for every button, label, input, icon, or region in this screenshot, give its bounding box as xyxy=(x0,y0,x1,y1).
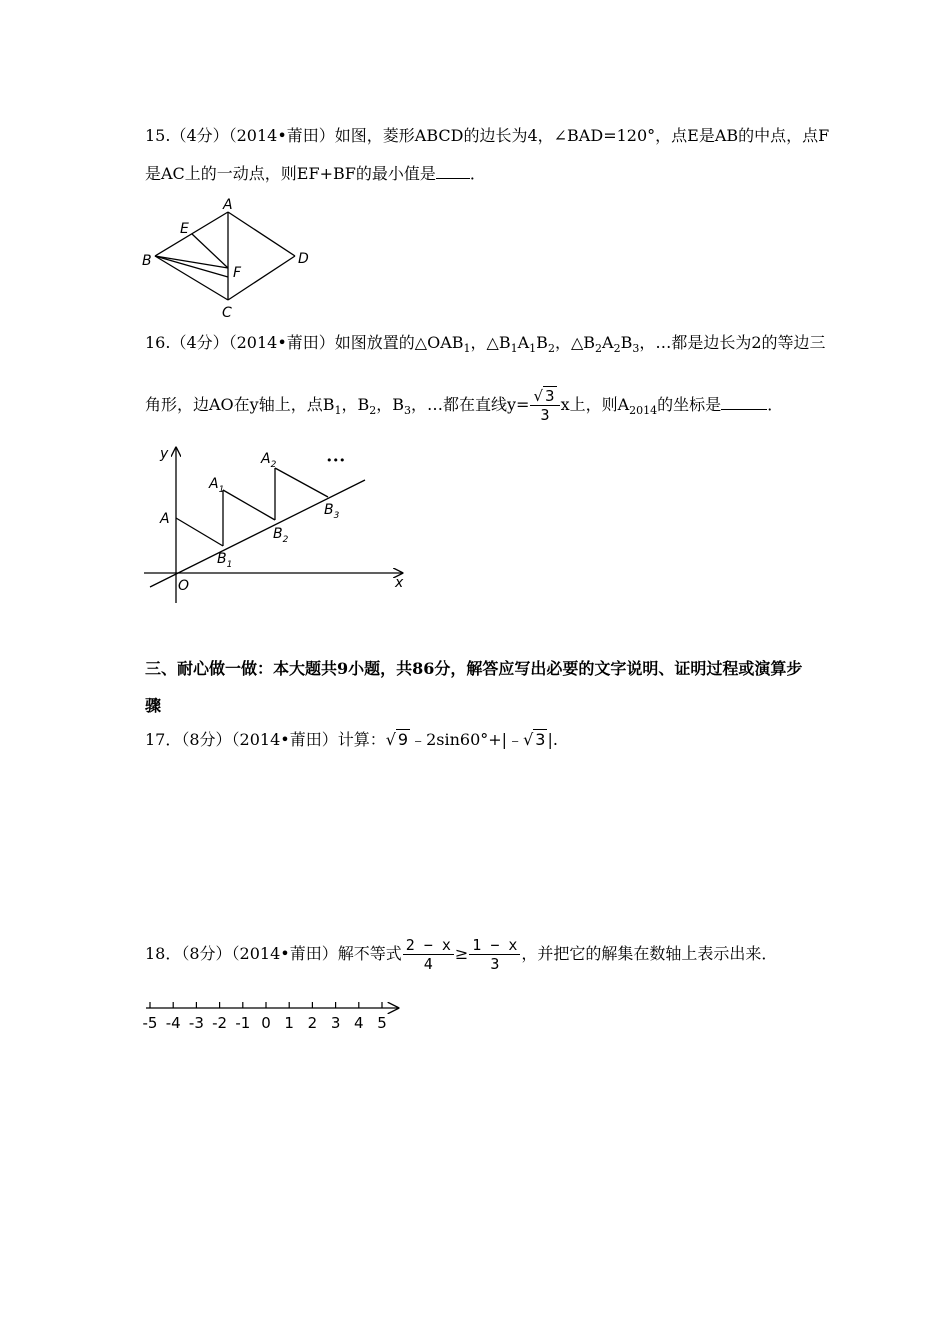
q18-prefix: 18．（8分）（2014•莆田）解不等式 xyxy=(145,944,402,963)
section3-heading-line2: 骤 xyxy=(145,696,162,715)
q15-answer-blank[interactable] xyxy=(436,162,470,179)
label-b2: $B_2$ xyxy=(273,526,289,545)
fraction-numerator: 2 − x xyxy=(403,936,454,955)
q16-sub: 2 xyxy=(613,342,621,356)
label-a: A xyxy=(160,511,170,527)
q16-text-2c: ，B xyxy=(376,395,405,414)
q16-sub: 1 xyxy=(529,342,537,356)
number-line-tick-label: 4 xyxy=(354,1014,364,1032)
fraction-denominator: 3 xyxy=(540,406,550,424)
q17-middle: ﹣2sin60°+|﹣ xyxy=(410,730,524,749)
triangles-figure xyxy=(140,440,410,605)
q16-text-e: ，△B xyxy=(554,333,596,352)
fraction-denominator: 4 xyxy=(423,955,433,973)
number-line-tick-label: 5 xyxy=(377,1014,387,1032)
label-y: y xyxy=(160,446,169,462)
q16-line1 xyxy=(145,332,826,360)
greater-equal-sign: ≥ xyxy=(454,944,469,963)
q16-sub: 1 xyxy=(334,404,342,418)
q16-sub: 1 xyxy=(510,342,518,356)
number-line-tick-label: -1 xyxy=(235,1014,251,1032)
rhombus-label-b: B xyxy=(142,253,152,269)
q16-sub-2014: 2014 xyxy=(629,404,658,418)
q16-text-2b: ，B xyxy=(341,395,370,414)
sqrt-sign: √ xyxy=(523,730,534,749)
section3-heading-line1: 三、耐心做一做：本大题共9小题，共86分，解答应写出必要的文字说明、证明过程或演算步 xyxy=(145,659,803,678)
sqrt-9 xyxy=(386,729,410,749)
q16-sub: 1 xyxy=(463,342,471,356)
q16-text-2e: x上，则A xyxy=(560,395,630,414)
number-line-tick-label: 1 xyxy=(284,1014,294,1032)
label-x: x xyxy=(395,575,404,591)
number-line-tick-label: -5 xyxy=(142,1014,158,1032)
q16-text-2f: 的坐标是 xyxy=(657,395,722,414)
q16-text-b: ，△B xyxy=(470,333,511,352)
number-line-tick-label: 3 xyxy=(330,1014,341,1032)
q16-sub: 2 xyxy=(595,342,603,356)
q16-text-h: ，…都是边长为2的等边三 xyxy=(639,333,826,352)
q15-end: ． xyxy=(469,164,486,183)
label-a1: $A_1$ xyxy=(209,476,225,495)
number-line-tick-label: 0 xyxy=(261,1014,271,1032)
q16-text-2a: 角形，边AO在y轴上，点B xyxy=(145,395,335,414)
line-y-sqrt3-x-over-3 xyxy=(150,480,365,587)
q17-prefix: 17．（8分）（2014•莆田）计算： xyxy=(145,730,386,749)
sqrt-sign: √ xyxy=(533,387,544,405)
rhombus-figure xyxy=(140,195,320,320)
q16-text-f: A xyxy=(602,333,614,352)
sqrt3-over-3-fraction xyxy=(530,387,559,424)
q16-sub: 3 xyxy=(404,404,412,418)
q17-end: |. xyxy=(547,730,558,749)
number-line-tick-label: -2 xyxy=(212,1014,228,1032)
number-line[interactable] xyxy=(140,995,405,1035)
q15-line1: 15.（4分）（2014•莆田）如图，菱形ABCD的边长为4，∠BAD=120°，点E是AB的中点，点F xyxy=(145,126,830,145)
rhombus-label-f: F xyxy=(233,265,242,281)
q16-text-d: B xyxy=(536,333,548,352)
q16-sub: 2 xyxy=(547,342,555,356)
fraction-numerator: 1 − x xyxy=(469,936,520,955)
rhombus-label-a: A xyxy=(223,197,233,213)
q15-line2 xyxy=(145,162,486,185)
q17-line xyxy=(145,729,558,751)
rhombus-edge-ad xyxy=(228,212,295,256)
triangle1-ab1 xyxy=(176,518,223,546)
fraction-2-minus-x-over-4 xyxy=(403,936,454,973)
label-o: O xyxy=(178,578,190,594)
label-b1: $B_1$ xyxy=(217,551,233,570)
rhombus-label-d: D xyxy=(298,251,309,267)
q16-text-2d: ，…都在直线y= xyxy=(411,395,530,414)
sqrt-sign: √ xyxy=(385,730,396,749)
fraction-denominator: 3 xyxy=(490,955,500,973)
sqrt-radicand: 9 xyxy=(397,730,409,749)
rhombus-label-e: E xyxy=(180,221,189,237)
rhombus-label-c: C xyxy=(222,305,232,321)
q16-text-a: 16.（4分）（2014•莆田）如图放置的△OAB xyxy=(145,333,464,352)
q16-line2 xyxy=(145,386,783,430)
sqrt-3 xyxy=(523,729,547,749)
triangle2-a1b2 xyxy=(223,490,275,520)
q16-text-g: B xyxy=(620,333,633,352)
q16-sub: 2 xyxy=(369,404,377,418)
triangle3-a2b3 xyxy=(275,468,328,497)
fraction-1-minus-x-over-3 xyxy=(469,936,520,973)
label-a2: $A_2$ xyxy=(261,451,277,470)
q18-suffix: ，并把它的解集在数轴上表示出来． xyxy=(521,944,778,963)
sqrt-radicand: 3 xyxy=(535,730,546,749)
q16-end: ． xyxy=(767,395,784,414)
rhombus-edge-ab xyxy=(155,212,228,256)
q16-sub: 3 xyxy=(632,342,640,356)
number-line-tick-label: 2 xyxy=(307,1014,318,1032)
q16-answer-blank[interactable] xyxy=(721,393,767,410)
q16-text-c: A xyxy=(517,333,530,352)
label-b3: $B_3$ xyxy=(324,502,340,521)
fraction-numerator: 3 xyxy=(545,387,555,405)
continuation-dots: ••• xyxy=(326,454,346,467)
q18-line xyxy=(145,934,777,974)
q15-line2-text: 是AC上的一动点，则EF+BF的最小值是 xyxy=(145,164,436,183)
number-line-tick-label: -3 xyxy=(188,1014,204,1032)
number-line-tick-label: -4 xyxy=(165,1014,181,1032)
